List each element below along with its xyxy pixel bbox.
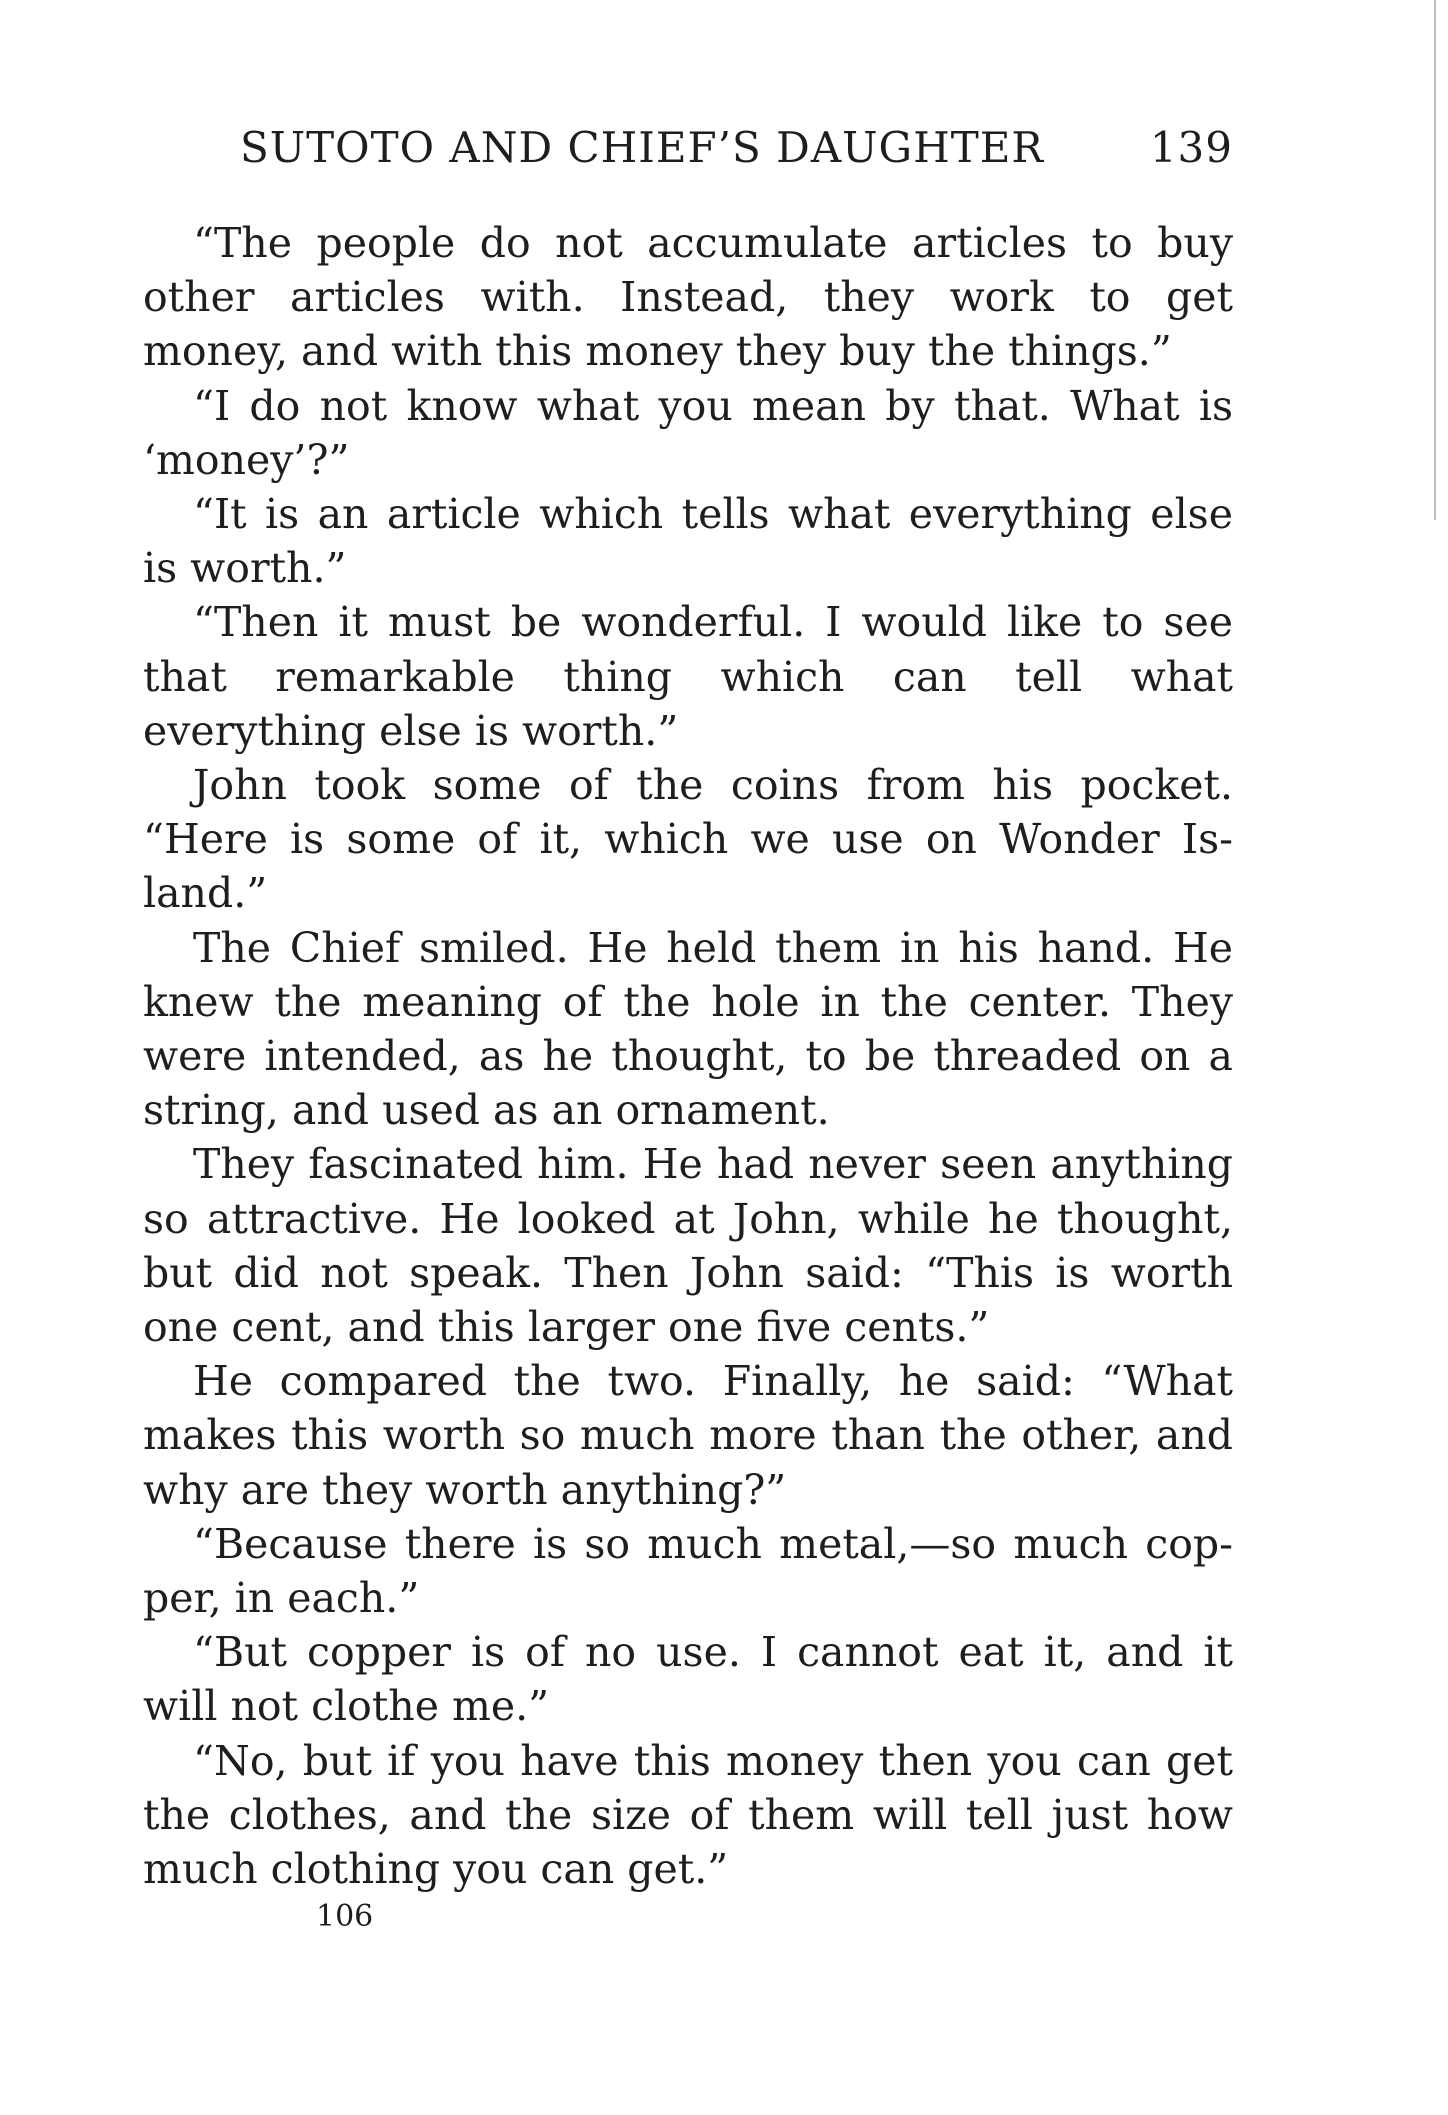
page-number: 139 [1149,123,1233,172]
paragraph: “Because there is so much metal,—so much copper, in each.” [143,1519,1233,1623]
folio-number: 106 [316,1899,374,1934]
paragraph: He compared the two. Finally, he said: “What makes this worth so much more than the other, and why are they worth anything?” [143,1357,1233,1514]
running-title: SUTOTO AND CHIEF’S DAUGHTER [240,123,1045,172]
paragraph: “No, but if you have this money then you can get the clothes, and the size of them will tell just how much clothing you can get.” [143,1736,1233,1894]
paragraph: “The people do not accumulate articles to buy other articles with. Instead, they work to get money, and with this money they buy the things.” [143,219,1233,376]
page-edge-line [1434,0,1436,520]
paragraph: “But copper is of no use. I cannot eat it, and it will not clothe me.” [143,1628,1233,1731]
paragraph: “It is an article which tells what everything else is worth.” [143,490,1233,593]
paragraph: The Chief smiled. He held them in his hand. He knew the meaning of the hole in the center. They were intended, as he thought, to be threaded on a string, and used as an ornament. [143,923,1233,1135]
running-header [240,118,1233,178]
paragraph: John took some of the coins from his pocket. “Here is some of it, which we use on Wonder Island.” [143,761,1233,918]
paragraph: They fascinated him. He had never seen anything so attractive. He looked at John, while he thought, but did not speak. Then John said: “This is worth one cent, and this larger one five cents.” [143,1140,1233,1352]
paragraph: “I do not know what you mean by that. What is ‘money’?” [143,381,1233,484]
body-text [143,216,1233,1896]
paragraph: “Then it must be wonderful. I would like to see that remarkable thing which can tell what everything else is worth.” [143,598,1233,755]
